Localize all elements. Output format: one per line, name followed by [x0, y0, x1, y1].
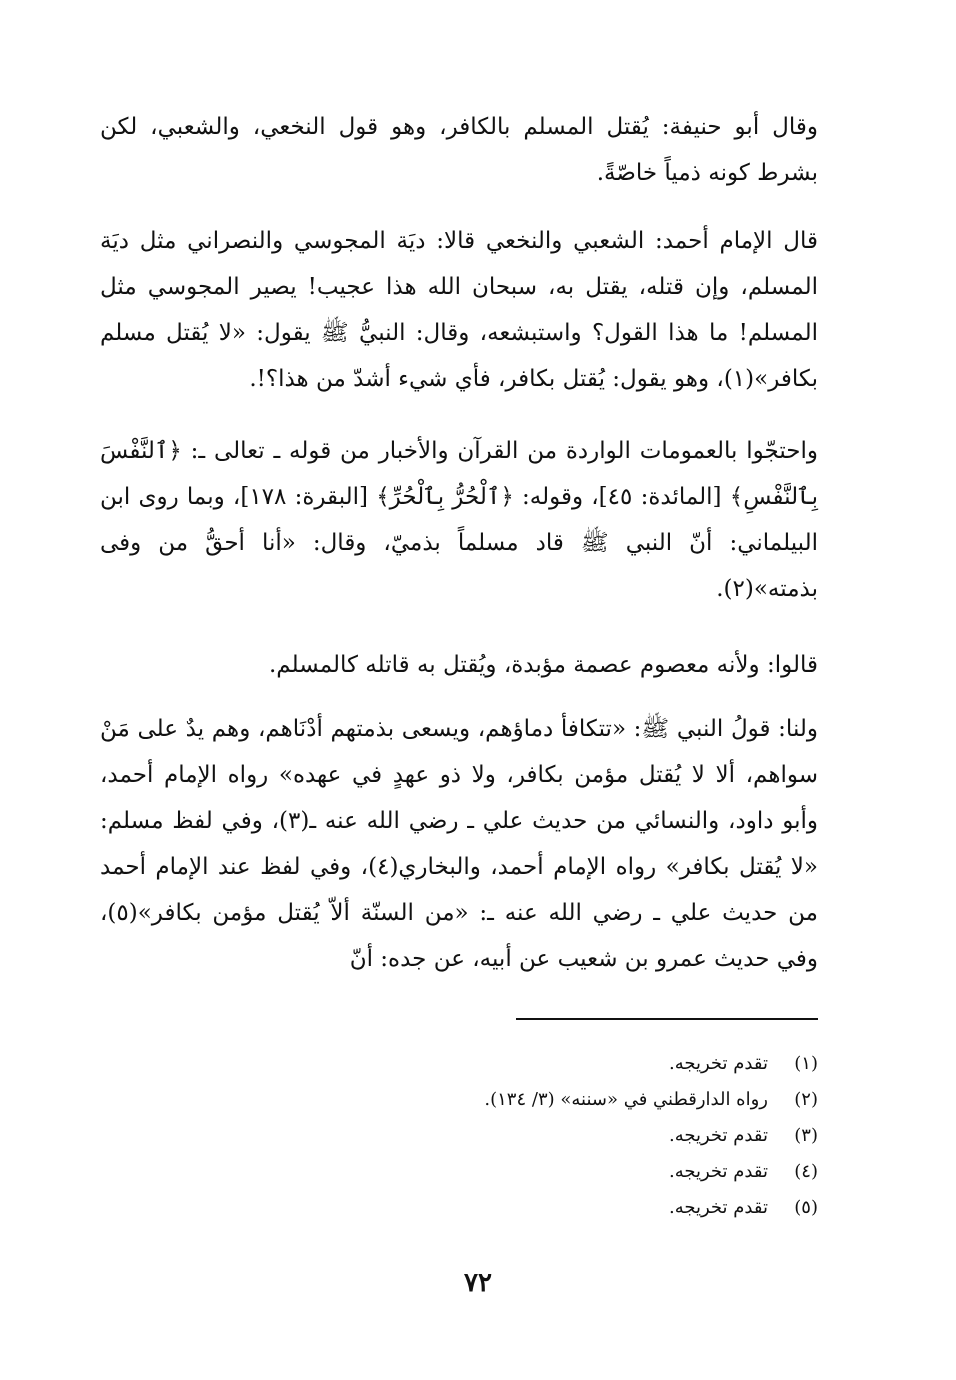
- footnote-number: (٤): [794, 1161, 818, 1182]
- footnote-text: رواه الدارقطني في «سننه» (٣/ ١٣٤).: [484, 1089, 768, 1110]
- footnote-item: [100, 1118, 818, 1154]
- footnote-item: [100, 1154, 818, 1190]
- paragraph-evidence: واحتجّوا بالعمومات الواردة من القرآن والأخبار من قوله ـ تعالى ـ: ﴿ٱلنَّفْسَ بِٱلنَّفْسِ﴾ [المائدة: ٤٥]، وقوله: ﴿ٱلْحُرُّ بِٱلْحُرِّ﴾ [البقرة: ١٧٨]، وبما روى ابن البيلماني: أنّ النبي ﷺ قاد مسلماً بذميّ، وقال: «أنا أحقُّ من وفى بذمته»(٢).: [100, 438, 818, 602]
- footnote-number: (٢): [794, 1089, 818, 1110]
- footnote-text: تقدم تخريجه.: [669, 1161, 768, 1182]
- footnote-text: تقدم تخريجه.: [669, 1053, 768, 1074]
- paragraph-walana: ولنا: قولُ النبي ﷺ: «تتكافأ دماؤهم، ويسعى بذمتهم أدْنَاهم، وهم يدٌ على مَنْ سواهم، ألا لا يُقتل مؤمن بكافر، ولا ذو عهدٍ في عهده» رواه الإمام أحمد، وأبو داود، والنسائي من حديث علي ـ رضي الله عنه ـ(٣)، وفي لفظ مسلم: «لا يُقتل بكافر» رواه الإمام أحمد، والبخاري(٤)، وفي لفظ عند الإمام أحمد من حديث علي ـ رضي الله عنه ـ: «من السنّة ألاّ يُقتل مؤمن بكافر»(٥)، وفي حديث عمرو بن شعيب عن أبيه، عن جده: أنّ: [100, 716, 819, 972]
- footnote-item: [100, 1046, 818, 1082]
- paragraph-abu-hanifa: وقال أبو حنيفة: يُقتل المسلم بالكافر، وهو قول النخعي، والشعبي، لكن بشرط كونه ذمياً خاصّةً.: [100, 114, 818, 186]
- footnote-divider: [516, 1018, 818, 1020]
- footnote-item: [100, 1082, 818, 1118]
- footnote-number: (٥): [794, 1197, 818, 1218]
- footnote-text: تقدم تخريجه.: [669, 1125, 768, 1146]
- paragraph-imam-ahmad: قال الإمام أحمد: الشعبي والنخعي قالا: ديَة المجوسي والنصراني مثل ديَة المسلم، وإن قتله، يقتل به، سبحان الله هذا عجيب! يصير المجوسي مثل المسلم! ما هذا القول؟ واستبشعه، وقال: النبيُّ ﷺ يقول: «لا يُقتل مسلم بكافر»(١)، وهو يقول: يُقتل بكافر، فأي شيء أشدّ من هذا؟!.: [100, 228, 818, 392]
- footnote-number: (٣): [794, 1125, 818, 1146]
- footnotes: [100, 1046, 818, 1226]
- page-number: ٧٢: [464, 1268, 492, 1298]
- footnote-number: (١): [794, 1053, 818, 1074]
- footnote-item: [100, 1190, 818, 1226]
- paragraph-qalu: قالوا: ولأنه معصوم عصمة مؤبدة، ويُقتل به قاتله كالمسلم.: [268, 652, 818, 678]
- footnote-text: تقدم تخريجه.: [669, 1197, 768, 1218]
